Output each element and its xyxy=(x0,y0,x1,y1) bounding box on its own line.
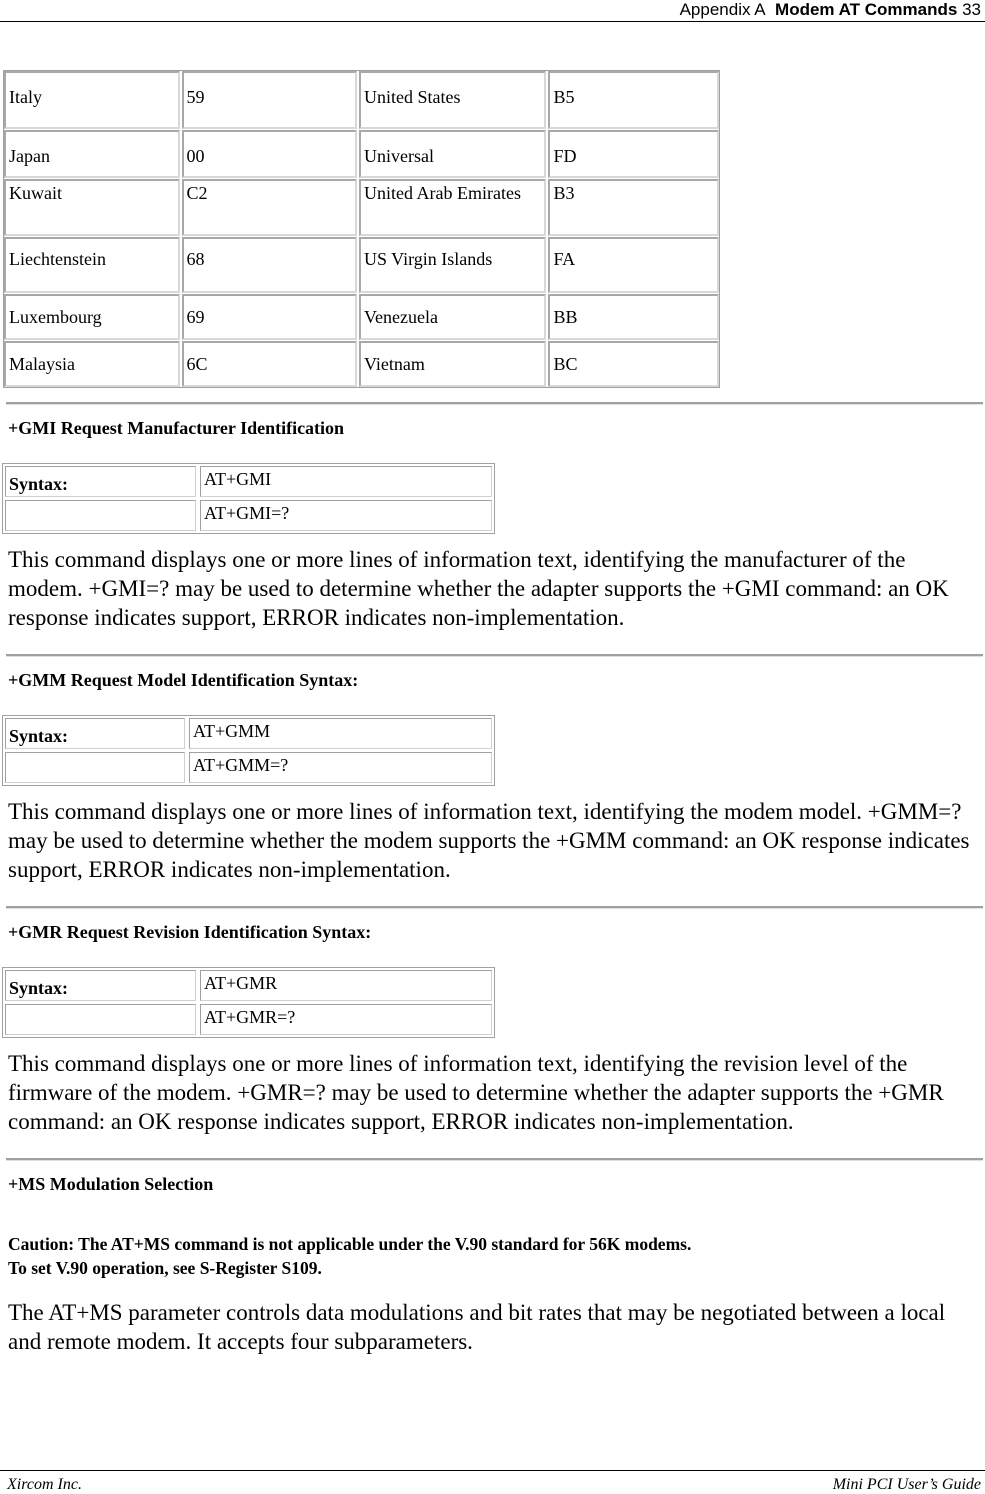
gmr-description: This command displays one or more lines of information text, identifying the revision level of the firmware of the modem. +GMR=? may be used to determine whether the adapter supports the +GMR command: an OK response indicates support, ERROR indicates non-implementation. xyxy=(8,1051,944,1134)
section-divider xyxy=(6,906,983,909)
syntax-label: Syntax: xyxy=(5,718,185,749)
syntax-label: Syntax: xyxy=(5,970,196,1001)
appendix-label: Appendix A xyxy=(679,0,766,19)
country-cell: Luxembourg xyxy=(4,294,180,340)
syntax-row xyxy=(5,500,492,531)
syntax-command: AT+GMM xyxy=(189,718,492,749)
code-cell: C2 xyxy=(182,179,358,236)
country-cell: Kuwait xyxy=(4,179,180,236)
country-cell: Japan xyxy=(4,130,180,178)
footer-company: Xircom Inc. xyxy=(7,1476,82,1493)
chapter-title: Modem AT Commands xyxy=(775,0,958,19)
gmm-description: This command displays one or more lines of information text, identifying the modem model. +GMM=? may be used to determine whether the modem supports the +GMM command: an OK response indicates support, ERROR indicates non-implementation. xyxy=(8,799,970,882)
syntax-empty-cell xyxy=(5,752,185,783)
header-divider xyxy=(0,21,985,22)
table-row xyxy=(4,294,719,340)
country-cell: United Arab Emirates xyxy=(359,179,546,236)
country-cell: US Virgin Islands xyxy=(359,237,546,293)
footer-guide-title: Mini PCI User’s Guide xyxy=(832,1476,981,1493)
country-cell: Italy xyxy=(4,71,180,129)
code-cell: BB xyxy=(548,294,719,340)
table-row xyxy=(4,341,719,387)
page-number: 33 xyxy=(962,0,981,19)
code-cell: 6C xyxy=(182,341,358,387)
syntax-empty-cell xyxy=(5,1004,196,1035)
section-divider xyxy=(6,654,983,657)
ms-caution-line-1: Caution: The AT+MS command is not applicable under the V.90 standard for 56K modems. xyxy=(8,1234,692,1254)
country-cell: Venezuela xyxy=(359,294,546,340)
code-cell: BC xyxy=(548,341,719,387)
code-cell: 68 xyxy=(182,237,358,293)
syntax-empty-cell xyxy=(5,500,196,531)
syntax-row xyxy=(5,970,492,1001)
code-cell: 00 xyxy=(182,130,358,178)
syntax-row xyxy=(5,718,492,749)
syntax-query: AT+GMM=? xyxy=(189,752,492,783)
code-cell: B3 xyxy=(548,179,719,236)
syntax-command: AT+GMR xyxy=(200,970,492,1001)
country-cell: Vietnam xyxy=(359,341,546,387)
section-divider xyxy=(6,1158,983,1161)
ms-section-title: +MS Modulation Selection xyxy=(8,1174,214,1194)
syntax-query: AT+GMI=? xyxy=(200,500,492,531)
country-cell: Malaysia xyxy=(4,341,180,387)
gmr-syntax-table xyxy=(2,967,495,1038)
gmi-description: This command displays one or more lines of information text, identifying the manufacturer of the modem. +GMI=? may be used to determine whether the adapter supports the +GMI command: an OK response indicates support, ERROR indicates non-implementation. xyxy=(8,547,949,630)
code-cell: FD xyxy=(548,130,719,178)
gmm-section-title: +GMM Request Model Identification Syntax: xyxy=(8,670,359,690)
section-divider xyxy=(6,402,983,405)
table-row xyxy=(4,130,719,178)
country-code-table xyxy=(3,70,720,388)
table-row xyxy=(4,179,719,236)
code-cell: 69 xyxy=(182,294,358,340)
code-cell: B5 xyxy=(548,71,719,129)
table-row xyxy=(4,71,719,129)
country-cell: Liechtenstein xyxy=(4,237,180,293)
gmr-section-title: +GMR Request Revision Identification Syntax: xyxy=(8,922,372,942)
syntax-row xyxy=(5,1004,492,1035)
country-cell: United States xyxy=(359,71,546,129)
gmi-syntax-table xyxy=(2,463,495,534)
footer-divider xyxy=(0,1470,985,1471)
gmi-section-title: +GMI Request Manufacturer Identification xyxy=(8,418,345,438)
syntax-row xyxy=(5,752,492,783)
page-header xyxy=(0,0,981,20)
table-row xyxy=(4,237,719,293)
code-cell: FA xyxy=(548,237,719,293)
syntax-label: Syntax: xyxy=(5,466,196,497)
syntax-command: AT+GMI xyxy=(200,466,492,497)
code-cell: 59 xyxy=(182,71,358,129)
ms-caution-line-2: To set V.90 operation, see S-Register S109. xyxy=(8,1258,322,1278)
gmm-syntax-table xyxy=(2,715,495,786)
ms-description: The AT+MS parameter controls data modulations and bit rates that may be negotiated between a local and remote modem. It accepts four subparameters. xyxy=(8,1300,946,1354)
country-cell: Universal xyxy=(359,130,546,178)
syntax-row xyxy=(5,466,492,497)
syntax-query: AT+GMR=? xyxy=(200,1004,492,1035)
